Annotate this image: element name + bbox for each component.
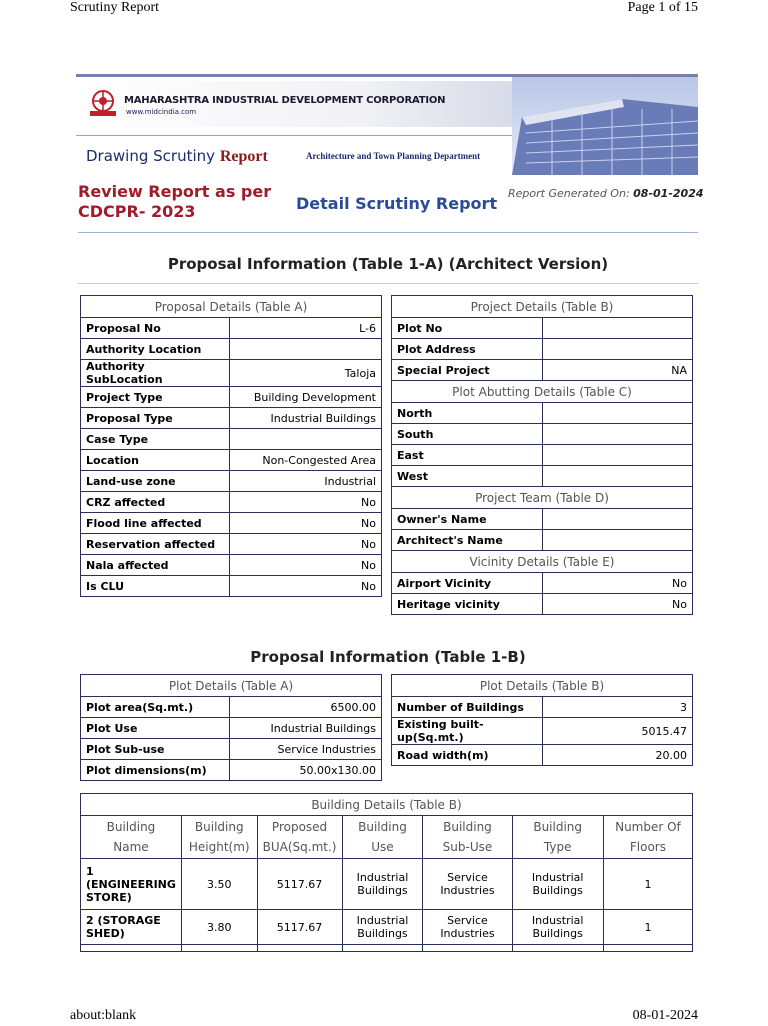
table-row [392, 318, 693, 339]
row-value [543, 509, 693, 530]
cell-subuse [423, 859, 512, 910]
row-label: Is CLU [81, 576, 230, 597]
table-row [392, 718, 693, 745]
row-value: 5015.47 [543, 718, 693, 745]
page-number: Page 1 of 15 [627, 0, 698, 15]
project-details-tables [391, 295, 693, 615]
row-label: Proposal No [81, 318, 230, 339]
banner-divider [76, 135, 516, 136]
column-header-line: Type [543, 840, 572, 854]
cell-line: Buildings [532, 884, 583, 897]
building-row [81, 910, 693, 945]
row-label: Road width(m) [392, 745, 543, 766]
table-row [81, 513, 382, 534]
footer-date: 08-01-2024 [632, 1008, 698, 1023]
print-footer [70, 1008, 698, 1026]
row-label: South [392, 424, 543, 445]
column-header-line: Name [113, 840, 149, 854]
table-title: Building Details (Table B) [81, 794, 693, 816]
table-row [81, 360, 382, 387]
cell-line: Industrial [531, 871, 584, 884]
corporation-website: www.midcindia.com [126, 108, 197, 116]
cell-empty [512, 945, 603, 952]
column-header-line: Floors [629, 840, 666, 854]
cell-height: 3.80 [181, 910, 257, 945]
row-label: East [392, 445, 543, 466]
table-row [392, 509, 693, 530]
column-header-line: Building [194, 820, 244, 834]
table-header-row [81, 794, 693, 816]
table-row [392, 466, 693, 487]
table-header-row [392, 675, 693, 697]
row-label: Authority SubLocation [81, 360, 230, 387]
row-label: Plot Use [81, 718, 230, 739]
row-value [543, 403, 693, 424]
cell-bua: 5117.67 [257, 910, 342, 945]
detail-scrutiny-title: Detail Scrutiny Report [296, 194, 498, 213]
row-value: Taloja [230, 360, 382, 387]
column-header-line: Height(m) [188, 840, 250, 854]
footer-url: about:blank [70, 1008, 137, 1023]
column-header-line: Number Of [615, 820, 681, 834]
header-rule [78, 232, 698, 233]
building-row [81, 859, 693, 910]
table-row [81, 471, 382, 492]
review-line-1: Review Report as per [78, 182, 272, 201]
table-row [392, 424, 693, 445]
cell-line: Service [447, 871, 488, 884]
row-value [543, 339, 693, 360]
column-header-line: Building [106, 820, 156, 834]
cell-line: Industries [440, 927, 495, 940]
row-value: NA [543, 360, 693, 381]
table-row [81, 718, 382, 739]
cell-empty [257, 945, 342, 952]
row-label: Heritage vicinity [392, 594, 543, 615]
row-value: No [543, 594, 693, 615]
cell-name [81, 859, 182, 910]
table-row [81, 534, 382, 555]
row-value: No [230, 534, 382, 555]
table-title: Project Details (Table B) [392, 296, 693, 318]
row-label: Architect's Name [392, 530, 543, 551]
column-header-line: BUA(Sq.mt.) [262, 840, 337, 854]
section-1-title: Proposal Information (Table 1-A) (Architect Version) [167, 255, 609, 273]
row-label: Project Type [81, 387, 230, 408]
row-value: 20.00 [543, 745, 693, 766]
row-label: Airport Vicinity [392, 573, 543, 594]
row-value: No [230, 555, 382, 576]
table-row [81, 429, 382, 450]
row-value [543, 318, 693, 339]
building-row-partial [81, 945, 693, 952]
section-1-rule [78, 283, 698, 284]
row-value: Industrial [230, 471, 382, 492]
column-header [423, 816, 512, 859]
cell-use [342, 859, 423, 910]
table-title: Plot Abutting Details (Table C) [392, 381, 693, 403]
row-label: Number of Buildings [392, 697, 543, 718]
row-label: Location [81, 450, 230, 471]
cell-line: Buildings [357, 884, 408, 897]
table-row [392, 445, 693, 466]
table-header-row [81, 675, 382, 697]
review-line-2: CDCPR- 2023 [78, 202, 196, 221]
row-label: Nala affected [81, 555, 230, 576]
generated-date: 08-01-2024 [633, 187, 704, 200]
print-header-title: Scrutiny Report [70, 0, 160, 15]
cell-type [512, 859, 603, 910]
column-header-line: Building [358, 820, 407, 834]
plot-details-table-b [391, 674, 693, 766]
row-value: 3 [543, 697, 693, 718]
table-row [81, 760, 382, 781]
column-header-row [81, 816, 693, 859]
row-label: Plot Address [392, 339, 543, 360]
row-label: Reservation affected [81, 534, 230, 555]
row-label: Plot No [392, 318, 543, 339]
table-row [81, 339, 382, 360]
table-title: Project Team (Table D) [392, 487, 693, 509]
column-header-line: Building [443, 820, 492, 834]
cell-line: Industrial [356, 914, 409, 927]
cell-line: Service [447, 914, 488, 927]
row-value [543, 466, 693, 487]
column-header-line: Proposed [271, 820, 328, 834]
table-row [392, 530, 693, 551]
table-row [81, 387, 382, 408]
row-value [230, 429, 382, 450]
generated-label: Report Generated On: [508, 187, 630, 200]
cell-line: Industrial [531, 914, 584, 927]
column-header-line: Use [371, 840, 394, 854]
column-header [181, 816, 257, 859]
row-label: Special Project [392, 360, 543, 381]
row-value: Service Industries [230, 739, 382, 760]
cell-empty [342, 945, 423, 952]
table-title: Plot Details (Table B) [392, 675, 693, 697]
section-2-title: Proposal Information (Table 1-B) [250, 648, 526, 666]
row-value [543, 424, 693, 445]
cell-height: 3.50 [181, 859, 257, 910]
corporation-name: MAHARASHTRA INDUSTRIAL DEVELOPMENT CORPORATION [124, 95, 446, 106]
table-title: Plot Details (Table A) [81, 675, 382, 697]
cell-line: 1 [86, 864, 94, 878]
cell-line: SHED) [86, 927, 125, 940]
cell-line: Buildings [357, 927, 408, 940]
table-row [392, 403, 693, 424]
cell-use [342, 910, 423, 945]
row-label: CRZ affected [81, 492, 230, 513]
row-value: L-6 [230, 318, 382, 339]
cell-line: Industrial [356, 871, 409, 884]
row-value [230, 339, 382, 360]
cell-bua: 5117.67 [257, 859, 342, 910]
column-header-line: Building [533, 820, 583, 834]
table-row [81, 318, 382, 339]
row-value: No [543, 573, 693, 594]
table-header-row [392, 296, 693, 318]
row-value: Industrial Buildings [230, 408, 382, 429]
row-value: 6500.00 [230, 697, 382, 718]
table-row [81, 408, 382, 429]
building-details-table [80, 793, 693, 952]
table-row [392, 697, 693, 718]
row-label: Plot dimensions(m) [81, 760, 230, 781]
midc-banner [76, 74, 698, 175]
column-header [342, 816, 423, 859]
midc-logo-icon [88, 89, 118, 117]
row-value [543, 445, 693, 466]
table-row [392, 745, 693, 766]
cell-subuse [423, 910, 512, 945]
department-name: Architecture and Town Planning Department [306, 151, 481, 161]
cell-empty [603, 945, 692, 952]
table-title: Proposal Details (Table A) [81, 296, 382, 318]
print-header [70, 0, 698, 18]
office-building-image [512, 77, 698, 175]
plot-details-table-a [80, 674, 382, 781]
cell-line: Industries [440, 884, 495, 897]
row-value: Industrial Buildings [230, 718, 382, 739]
table-row [392, 573, 693, 594]
cell-line: 2 (STORAGE [86, 914, 161, 927]
table-header-row [392, 551, 693, 573]
row-value [543, 530, 693, 551]
row-label: Land-use zone [81, 471, 230, 492]
row-value: 50.00x130.00 [230, 760, 382, 781]
cell-floors: 1 [603, 859, 692, 910]
table-row [392, 339, 693, 360]
table-row [81, 492, 382, 513]
table-row [392, 360, 693, 381]
row-value: Building Development [230, 387, 382, 408]
cell-empty [423, 945, 512, 952]
proposal-details-table [80, 295, 382, 597]
column-header-line: Sub-Use [442, 840, 493, 854]
table-header-row [392, 487, 693, 509]
row-value: No [230, 576, 382, 597]
column-header [257, 816, 342, 859]
cell-empty [81, 945, 182, 952]
review-report-heading [78, 182, 271, 222]
row-label: Owner's Name [392, 509, 543, 530]
table-title: Vicinity Details (Table E) [392, 551, 693, 573]
table-row [81, 697, 382, 718]
drawing-title-prefix: Drawing Scrutiny [86, 147, 216, 165]
row-value: No [230, 492, 382, 513]
table-row [81, 576, 382, 597]
column-header [512, 816, 603, 859]
cell-empty [181, 945, 257, 952]
row-label: Proposal Type [81, 408, 230, 429]
cell-type [512, 910, 603, 945]
row-label: Plot Sub-use [81, 739, 230, 760]
table-row [81, 739, 382, 760]
column-header [81, 816, 182, 859]
column-header [603, 816, 692, 859]
drawing-title-bold: Report [219, 148, 268, 165]
row-value: Non-Congested Area [230, 450, 382, 471]
row-label: Authority Location [81, 339, 230, 360]
table-row [81, 555, 382, 576]
cell-floors: 1 [603, 910, 692, 945]
table-row [81, 450, 382, 471]
cell-name [81, 910, 182, 945]
report-generated [508, 187, 704, 200]
row-label: West [392, 466, 543, 487]
row-label: North [392, 403, 543, 424]
cell-line: STORE) [86, 890, 132, 904]
row-value: No [230, 513, 382, 534]
table-header-row [392, 381, 693, 403]
cell-line: (ENGINEERING [86, 877, 176, 891]
row-label: Flood line affected [81, 513, 230, 534]
drawing-scrutiny-title [86, 147, 268, 166]
row-label: Plot area(Sq.mt.) [81, 697, 230, 718]
table-row [392, 594, 693, 615]
cell-line: Buildings [532, 927, 583, 940]
row-label: Case Type [81, 429, 230, 450]
row-label: Existing built-up(Sq.mt.) [392, 718, 543, 745]
